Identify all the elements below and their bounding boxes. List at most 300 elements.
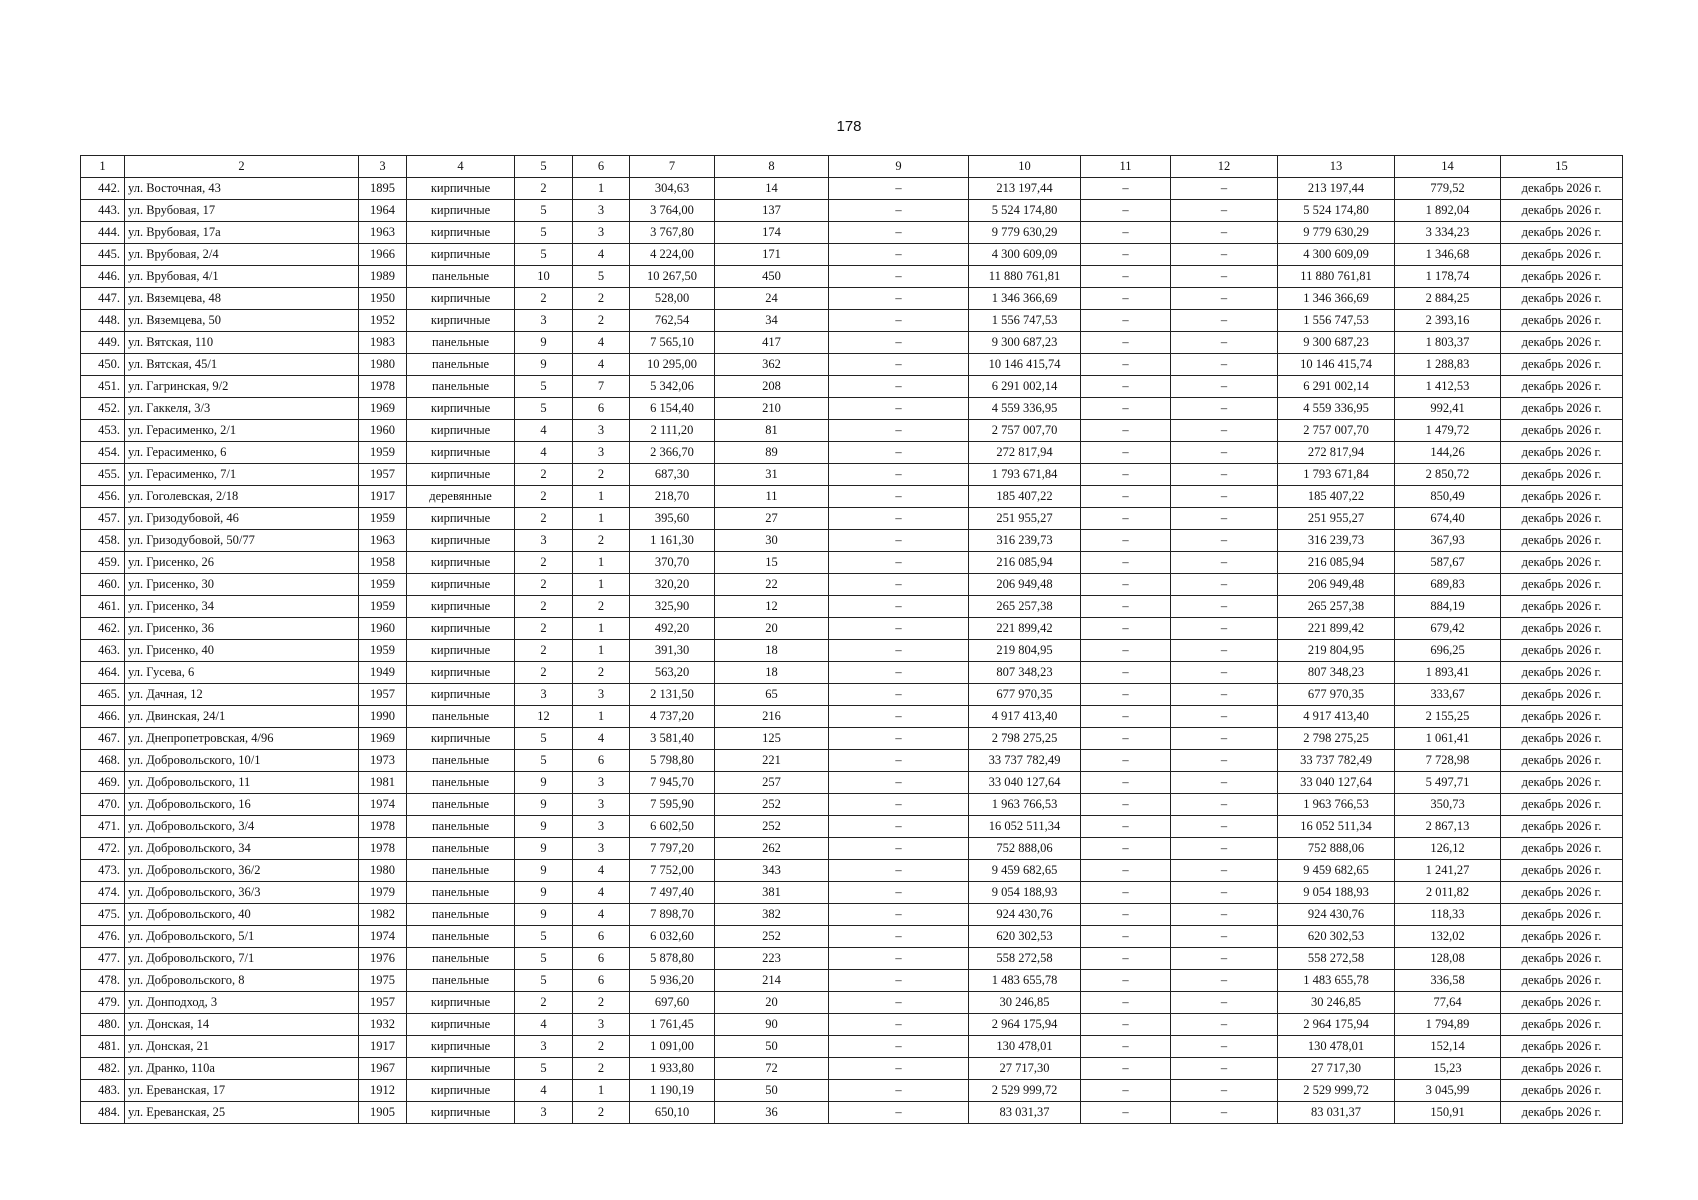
col13-cell: 1 793 671,84 — [1278, 464, 1395, 486]
column-header: 15 — [1501, 156, 1623, 178]
deadline-cell: декабрь 2026 г. — [1501, 970, 1623, 992]
col10-cell: 752 888,06 — [969, 838, 1081, 860]
wall-material-cell: кирпичные — [407, 244, 515, 266]
area-cell: 7 797,20 — [630, 838, 715, 860]
residents-cell: 72 — [715, 1058, 829, 1080]
year-built-cell: 1957 — [359, 992, 407, 1014]
col13-cell: 924 430,76 — [1278, 904, 1395, 926]
col14-cell: 350,73 — [1395, 794, 1501, 816]
col14-cell: 1 803,37 — [1395, 332, 1501, 354]
entrances-cell: 2 — [573, 596, 630, 618]
col13-cell: 265 257,38 — [1278, 596, 1395, 618]
col11-cell: – — [1081, 816, 1171, 838]
area-cell: 7 497,40 — [630, 882, 715, 904]
col10-cell: 1 963 766,53 — [969, 794, 1081, 816]
column-header: 13 — [1278, 156, 1395, 178]
year-built-cell: 1958 — [359, 552, 407, 574]
col13-cell: 752 888,06 — [1278, 838, 1395, 860]
residents-cell: 31 — [715, 464, 829, 486]
floors-cell: 2 — [515, 992, 573, 1014]
area-cell: 6 032,60 — [630, 926, 715, 948]
address-cell: ул. Гризодубовой, 46 — [125, 508, 359, 530]
col12-cell: – — [1171, 882, 1278, 904]
wall-material-cell: кирпичные — [407, 1058, 515, 1080]
column-header: 9 — [829, 156, 969, 178]
col12-cell: – — [1171, 728, 1278, 750]
area-cell: 528,00 — [630, 288, 715, 310]
deadline-cell: декабрь 2026 г. — [1501, 222, 1623, 244]
floors-cell: 5 — [515, 376, 573, 398]
row-number-cell: 450. — [81, 354, 125, 376]
row-number-cell: 470. — [81, 794, 125, 816]
row-number-cell: 442. — [81, 178, 125, 200]
col14-cell: 144,26 — [1395, 442, 1501, 464]
entrances-cell: 4 — [573, 882, 630, 904]
col9-cell: – — [829, 332, 969, 354]
wall-material-cell: панельные — [407, 882, 515, 904]
col9-cell: – — [829, 948, 969, 970]
col11-cell: – — [1081, 1014, 1171, 1036]
col9-cell: – — [829, 1058, 969, 1080]
wall-material-cell: кирпичные — [407, 1080, 515, 1102]
row-number-cell: 473. — [81, 860, 125, 882]
table-row — [81, 530, 1623, 552]
column-header: 10 — [969, 156, 1081, 178]
col9-cell: – — [829, 178, 969, 200]
floors-cell: 5 — [515, 398, 573, 420]
table-row — [81, 310, 1623, 332]
wall-material-cell: кирпичные — [407, 574, 515, 596]
year-built-cell: 1959 — [359, 574, 407, 596]
col13-cell: 16 052 511,34 — [1278, 816, 1395, 838]
col11-cell: – — [1081, 420, 1171, 442]
table-row — [81, 552, 1623, 574]
row-number-cell: 459. — [81, 552, 125, 574]
col9-cell: – — [829, 992, 969, 1014]
address-cell: ул. Добровольского, 5/1 — [125, 926, 359, 948]
column-header: 1 — [81, 156, 125, 178]
col14-cell: 2 867,13 — [1395, 816, 1501, 838]
col12-cell: – — [1171, 640, 1278, 662]
entrances-cell: 4 — [573, 354, 630, 376]
column-header: 6 — [573, 156, 630, 178]
deadline-cell: декабрь 2026 г. — [1501, 1014, 1623, 1036]
year-built-cell: 1959 — [359, 596, 407, 618]
floors-cell: 10 — [515, 266, 573, 288]
area-cell: 4 224,00 — [630, 244, 715, 266]
col13-cell: 10 146 415,74 — [1278, 354, 1395, 376]
year-built-cell: 1964 — [359, 200, 407, 222]
col12-cell: – — [1171, 596, 1278, 618]
address-cell: ул. Восточная, 43 — [125, 178, 359, 200]
entrances-cell: 6 — [573, 926, 630, 948]
col9-cell: – — [829, 376, 969, 398]
floors-cell: 5 — [515, 926, 573, 948]
area-cell: 325,90 — [630, 596, 715, 618]
col10-cell: 16 052 511,34 — [969, 816, 1081, 838]
floors-cell: 3 — [515, 530, 573, 552]
wall-material-cell: панельные — [407, 926, 515, 948]
residents-cell: 11 — [715, 486, 829, 508]
col9-cell: – — [829, 1036, 969, 1058]
row-number-cell: 480. — [81, 1014, 125, 1036]
col11-cell: – — [1081, 596, 1171, 618]
year-built-cell: 1974 — [359, 794, 407, 816]
row-number-cell: 452. — [81, 398, 125, 420]
column-header: 5 — [515, 156, 573, 178]
col12-cell: – — [1171, 1058, 1278, 1080]
floors-cell: 3 — [515, 684, 573, 706]
col11-cell: – — [1081, 948, 1171, 970]
wall-material-cell: панельные — [407, 970, 515, 992]
floors-cell: 2 — [515, 486, 573, 508]
area-cell: 218,70 — [630, 486, 715, 508]
year-built-cell: 1917 — [359, 486, 407, 508]
entrances-cell: 3 — [573, 794, 630, 816]
row-number-cell: 449. — [81, 332, 125, 354]
table-row — [81, 838, 1623, 860]
col9-cell: – — [829, 222, 969, 244]
column-header: 4 — [407, 156, 515, 178]
year-built-cell: 1966 — [359, 244, 407, 266]
col14-cell: 2 011,82 — [1395, 882, 1501, 904]
col14-cell: 696,25 — [1395, 640, 1501, 662]
wall-material-cell: деревянные — [407, 486, 515, 508]
wall-material-cell: кирпичные — [407, 464, 515, 486]
table-row — [81, 200, 1623, 222]
table-row — [81, 706, 1623, 728]
year-built-cell: 1978 — [359, 838, 407, 860]
table-row — [81, 1014, 1623, 1036]
col14-cell: 1 241,27 — [1395, 860, 1501, 882]
wall-material-cell: панельные — [407, 816, 515, 838]
wall-material-cell: панельные — [407, 904, 515, 926]
area-cell: 7 945,70 — [630, 772, 715, 794]
residents-cell: 216 — [715, 706, 829, 728]
table-row — [81, 618, 1623, 640]
col14-cell: 1 061,41 — [1395, 728, 1501, 750]
col13-cell: 11 880 761,81 — [1278, 266, 1395, 288]
col14-cell: 150,91 — [1395, 1102, 1501, 1124]
deadline-cell: декабрь 2026 г. — [1501, 508, 1623, 530]
table-row — [81, 398, 1623, 420]
row-number-cell: 476. — [81, 926, 125, 948]
floors-cell: 9 — [515, 860, 573, 882]
col14-cell: 15,23 — [1395, 1058, 1501, 1080]
col11-cell: – — [1081, 706, 1171, 728]
col13-cell: 677 970,35 — [1278, 684, 1395, 706]
col11-cell: – — [1081, 772, 1171, 794]
col11-cell: – — [1081, 178, 1171, 200]
entrances-cell: 1 — [573, 178, 630, 200]
row-number-cell: 467. — [81, 728, 125, 750]
col10-cell: 4 300 609,09 — [969, 244, 1081, 266]
col11-cell: – — [1081, 332, 1171, 354]
wall-material-cell: панельные — [407, 266, 515, 288]
column-header: 2 — [125, 156, 359, 178]
col12-cell: – — [1171, 508, 1278, 530]
residents-cell: 89 — [715, 442, 829, 464]
residents-cell: 214 — [715, 970, 829, 992]
deadline-cell: декабрь 2026 г. — [1501, 904, 1623, 926]
deadline-cell: декабрь 2026 г. — [1501, 728, 1623, 750]
entrances-cell: 3 — [573, 420, 630, 442]
wall-material-cell: кирпичные — [407, 178, 515, 200]
col12-cell: – — [1171, 1102, 1278, 1124]
col9-cell: – — [829, 838, 969, 860]
area-cell: 650,10 — [630, 1102, 715, 1124]
col11-cell: – — [1081, 552, 1171, 574]
row-number-cell: 458. — [81, 530, 125, 552]
area-cell: 395,60 — [630, 508, 715, 530]
col9-cell: – — [829, 486, 969, 508]
col9-cell: – — [829, 904, 969, 926]
residents-cell: 125 — [715, 728, 829, 750]
col14-cell: 2 393,16 — [1395, 310, 1501, 332]
wall-material-cell: панельные — [407, 376, 515, 398]
deadline-cell: декабрь 2026 г. — [1501, 244, 1623, 266]
col13-cell: 1 963 766,53 — [1278, 794, 1395, 816]
col13-cell: 807 348,23 — [1278, 662, 1395, 684]
row-number-cell: 483. — [81, 1080, 125, 1102]
col11-cell: – — [1081, 442, 1171, 464]
address-cell: ул. Дачная, 12 — [125, 684, 359, 706]
col13-cell: 4 559 336,95 — [1278, 398, 1395, 420]
col9-cell: – — [829, 244, 969, 266]
col11-cell: – — [1081, 398, 1171, 420]
table-row — [81, 662, 1623, 684]
floors-cell: 9 — [515, 332, 573, 354]
table-row — [81, 970, 1623, 992]
col12-cell: – — [1171, 398, 1278, 420]
col13-cell: 6 291 002,14 — [1278, 376, 1395, 398]
deadline-cell: декабрь 2026 г. — [1501, 574, 1623, 596]
address-cell: ул. Гаккеля, 3/3 — [125, 398, 359, 420]
col14-cell: 126,12 — [1395, 838, 1501, 860]
col12-cell: – — [1171, 1036, 1278, 1058]
floors-cell: 2 — [515, 178, 573, 200]
col10-cell: 1 556 747,53 — [969, 310, 1081, 332]
col13-cell: 9 779 630,29 — [1278, 222, 1395, 244]
col14-cell: 333,67 — [1395, 684, 1501, 706]
row-number-cell: 466. — [81, 706, 125, 728]
col11-cell: – — [1081, 508, 1171, 530]
row-number-cell: 445. — [81, 244, 125, 266]
wall-material-cell: кирпичные — [407, 1014, 515, 1036]
deadline-cell: декабрь 2026 г. — [1501, 1036, 1623, 1058]
deadline-cell: декабрь 2026 г. — [1501, 948, 1623, 970]
col12-cell: – — [1171, 310, 1278, 332]
entrances-cell: 1 — [573, 508, 630, 530]
col10-cell: 1 793 671,84 — [969, 464, 1081, 486]
row-number-cell: 447. — [81, 288, 125, 310]
col13-cell: 33 040 127,64 — [1278, 772, 1395, 794]
col11-cell: – — [1081, 464, 1171, 486]
deadline-cell: декабрь 2026 г. — [1501, 552, 1623, 574]
col13-cell: 219 804,95 — [1278, 640, 1395, 662]
row-number-cell: 464. — [81, 662, 125, 684]
housing-registry-table — [80, 155, 1623, 1124]
col11-cell: – — [1081, 354, 1171, 376]
row-number-cell: 475. — [81, 904, 125, 926]
residents-cell: 81 — [715, 420, 829, 442]
col13-cell: 221 899,42 — [1278, 618, 1395, 640]
residents-cell: 27 — [715, 508, 829, 530]
area-cell: 5 878,80 — [630, 948, 715, 970]
address-cell: ул. Гусева, 6 — [125, 662, 359, 684]
year-built-cell: 1959 — [359, 640, 407, 662]
area-cell: 1 190,19 — [630, 1080, 715, 1102]
residents-cell: 417 — [715, 332, 829, 354]
residents-cell: 262 — [715, 838, 829, 860]
address-cell: ул. Гагринская, 9/2 — [125, 376, 359, 398]
col14-cell: 5 497,71 — [1395, 772, 1501, 794]
table-row — [81, 882, 1623, 904]
year-built-cell: 1978 — [359, 376, 407, 398]
col14-cell: 77,64 — [1395, 992, 1501, 1014]
col9-cell: – — [829, 420, 969, 442]
entrances-cell: 3 — [573, 772, 630, 794]
residents-cell: 252 — [715, 926, 829, 948]
address-cell: ул. Герасименко, 6 — [125, 442, 359, 464]
row-number-cell: 444. — [81, 222, 125, 244]
deadline-cell: декабрь 2026 г. — [1501, 838, 1623, 860]
deadline-cell: декабрь 2026 г. — [1501, 464, 1623, 486]
area-cell: 7 898,70 — [630, 904, 715, 926]
floors-cell: 5 — [515, 750, 573, 772]
col12-cell: – — [1171, 420, 1278, 442]
deadline-cell: декабрь 2026 г. — [1501, 662, 1623, 684]
col13-cell: 1 483 655,78 — [1278, 970, 1395, 992]
col9-cell: – — [829, 728, 969, 750]
year-built-cell: 1959 — [359, 508, 407, 530]
row-number-cell: 468. — [81, 750, 125, 772]
residents-cell: 65 — [715, 684, 829, 706]
row-number-cell: 465. — [81, 684, 125, 706]
address-cell: ул. Днепропетровская, 4/96 — [125, 728, 359, 750]
entrances-cell: 4 — [573, 332, 630, 354]
residents-cell: 36 — [715, 1102, 829, 1124]
col10-cell: 9 054 188,93 — [969, 882, 1081, 904]
deadline-cell: декабрь 2026 г. — [1501, 1080, 1623, 1102]
year-built-cell: 1950 — [359, 288, 407, 310]
area-cell: 370,70 — [630, 552, 715, 574]
deadline-cell: декабрь 2026 г. — [1501, 596, 1623, 618]
year-built-cell: 1990 — [359, 706, 407, 728]
year-built-cell: 1980 — [359, 354, 407, 376]
row-number-cell: 479. — [81, 992, 125, 1014]
floors-cell: 3 — [515, 1036, 573, 1058]
column-header: 7 — [630, 156, 715, 178]
deadline-cell: декабрь 2026 г. — [1501, 1058, 1623, 1080]
wall-material-cell: кирпичные — [407, 398, 515, 420]
col14-cell: 1 178,74 — [1395, 266, 1501, 288]
col13-cell: 83 031,37 — [1278, 1102, 1395, 1124]
col9-cell: – — [829, 266, 969, 288]
col13-cell: 216 085,94 — [1278, 552, 1395, 574]
col13-cell: 30 246,85 — [1278, 992, 1395, 1014]
table-row — [81, 596, 1623, 618]
col10-cell: 807 348,23 — [969, 662, 1081, 684]
col13-cell: 185 407,22 — [1278, 486, 1395, 508]
col11-cell: – — [1081, 794, 1171, 816]
address-cell: ул. Герасименко, 7/1 — [125, 464, 359, 486]
col9-cell: – — [829, 398, 969, 420]
residents-cell: 208 — [715, 376, 829, 398]
residents-cell: 382 — [715, 904, 829, 926]
area-cell: 7 595,90 — [630, 794, 715, 816]
col11-cell: – — [1081, 640, 1171, 662]
table-row — [81, 750, 1623, 772]
entrances-cell: 2 — [573, 1058, 630, 1080]
table-row — [81, 992, 1623, 1014]
wall-material-cell: панельные — [407, 332, 515, 354]
col13-cell: 4 917 413,40 — [1278, 706, 1395, 728]
area-cell: 3 581,40 — [630, 728, 715, 750]
col9-cell: – — [829, 970, 969, 992]
table-row — [81, 926, 1623, 948]
col14-cell: 1 892,04 — [1395, 200, 1501, 222]
deadline-cell: декабрь 2026 г. — [1501, 266, 1623, 288]
col12-cell: – — [1171, 662, 1278, 684]
col13-cell: 213 197,44 — [1278, 178, 1395, 200]
col12-cell: – — [1171, 706, 1278, 728]
area-cell: 304,63 — [630, 178, 715, 200]
col11-cell: – — [1081, 662, 1171, 684]
residents-cell: 18 — [715, 640, 829, 662]
year-built-cell: 1979 — [359, 882, 407, 904]
year-built-cell: 1960 — [359, 618, 407, 640]
wall-material-cell: кирпичные — [407, 684, 515, 706]
row-number-cell: 461. — [81, 596, 125, 618]
address-cell: ул. Донская, 14 — [125, 1014, 359, 1036]
year-built-cell: 1981 — [359, 772, 407, 794]
entrances-cell: 2 — [573, 992, 630, 1014]
wall-material-cell: кирпичные — [407, 508, 515, 530]
col11-cell: – — [1081, 618, 1171, 640]
area-cell: 391,30 — [630, 640, 715, 662]
table-row — [81, 376, 1623, 398]
col10-cell: 9 459 682,65 — [969, 860, 1081, 882]
col10-cell: 620 302,53 — [969, 926, 1081, 948]
table-row — [81, 816, 1623, 838]
row-number-cell: 453. — [81, 420, 125, 442]
address-cell: ул. Дранко, 110а — [125, 1058, 359, 1080]
col10-cell: 219 804,95 — [969, 640, 1081, 662]
entrances-cell: 3 — [573, 1014, 630, 1036]
area-cell: 7 752,00 — [630, 860, 715, 882]
col9-cell: – — [829, 552, 969, 574]
col11-cell: – — [1081, 970, 1171, 992]
wall-material-cell: кирпичные — [407, 728, 515, 750]
col13-cell: 33 737 782,49 — [1278, 750, 1395, 772]
col12-cell: – — [1171, 926, 1278, 948]
residents-cell: 34 — [715, 310, 829, 332]
address-cell: ул. Врубовая, 17а — [125, 222, 359, 244]
address-cell: ул. Добровольского, 10/1 — [125, 750, 359, 772]
year-built-cell: 1963 — [359, 530, 407, 552]
col10-cell: 924 430,76 — [969, 904, 1081, 926]
page-number: 178 — [836, 118, 862, 135]
residents-cell: 362 — [715, 354, 829, 376]
col12-cell: – — [1171, 1080, 1278, 1102]
entrances-cell: 1 — [573, 618, 630, 640]
table-row — [81, 904, 1623, 926]
wall-material-cell: панельные — [407, 354, 515, 376]
col11-cell: – — [1081, 1058, 1171, 1080]
row-number-cell: 455. — [81, 464, 125, 486]
col10-cell: 4 559 336,95 — [969, 398, 1081, 420]
